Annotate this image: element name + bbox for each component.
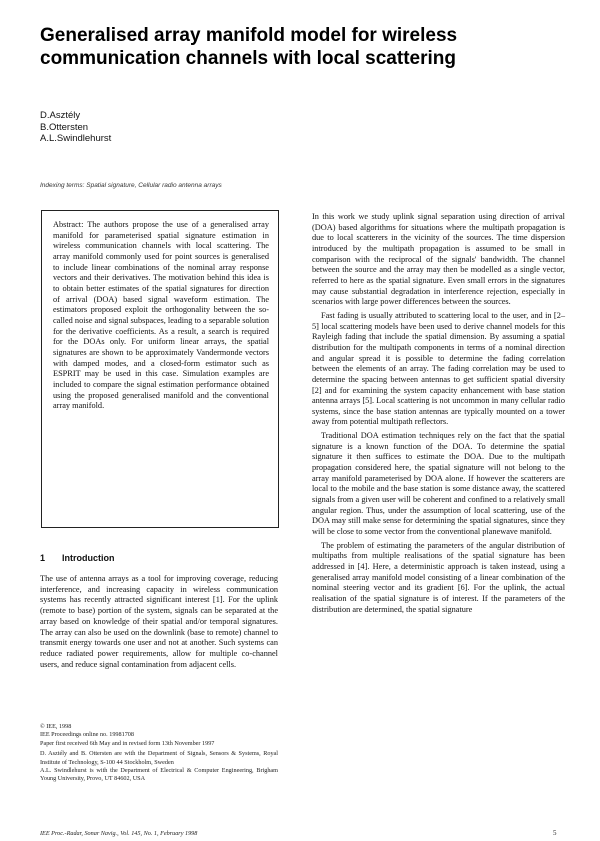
body-paragraph: Fast fading is usually attributed to scattering local to the user, and in [2–5] local scattering models have been used to derive channel models for this Rayleigh fading that include the spatial dimension. By assuming a spatial distribution for the multipath components in terms of a nominal direction and angular spread it is possible to determine the fading correlation between the elements of an array. The fading correlation may be used to determine the spacing between antennas to get sufficient spatial diversity [2] and for examining the system capacity enhancement with base station antenna arrays [5]. Local scattering is not uncommon in many cellular radio systems, since the base station antennas are typically mounted on a tower away from potential multipath reflectors. — [312, 310, 565, 427]
indexing-terms: Indexing terms: Spatial signature, Cellular radio antenna arrays — [40, 182, 222, 189]
journal-citation: IEE Proc.-Radar, Sonar Navig., Vol. 145, No. 1, February 1998 — [40, 830, 198, 837]
page-number: 5 — [553, 829, 557, 837]
body-paragraph: In this work we study uplink signal separation using direction of arrival (DOA) based algorithms for situations where the multipath propagation is due to local scatterers in the vicinity of the sources. The time dispersion introduced by the multipath propagation is assumed to be small in comparison with the reciprocal of the signals' bandwidth. The channel between the source and the array may then be modelled as a single vector, referred to here as the spatial signature. Even small errors in the signatures may cause substantial degradation in interference rejection, especially in scenarios with large power differences between the sources. — [312, 212, 565, 307]
online-number-note: IEE Proceedings online no. 19981708 — [40, 731, 134, 739]
footnotes — [40, 723, 278, 784]
body-paragraph: The problem of estimating the parameters of the angular distribution of multipaths from multiple realisations of the spatial signature has been addressed in [4]. Here, a deterministic approach is taken instead, using a generalised array manifold model consisting of a linear combination of the nominal steering vector and its gradient [6]. For the uplink, the actual realisation of the spatial signature is of interest. If the parameters of the distribution are determined, the spatial signature — [312, 540, 565, 614]
affiliation-note: A.L. Swindlehurst is with the Department of Electrical & Computer Engineering, Brigham Young University, Provo, UT 84602, USA — [40, 767, 278, 783]
author-name: A.L.Swindlehurst — [40, 133, 112, 144]
abstract-box — [41, 210, 279, 528]
received-note: Paper first received 6th May and in revised form 13th November 1997 — [40, 739, 215, 747]
author-list — [40, 110, 111, 145]
section-title: Introduction — [62, 553, 115, 563]
copyright-note: © IEE, 1998 — [40, 723, 72, 730]
affiliation-note: D. Asztély and B. Ottersten are with the Department of Signals, Sensors & Systems, Royal Institute of Technology, S-100 44 Stockholm, Sweden — [40, 750, 278, 766]
paper-title: Generalised array manifold model for wireless communication channels with local scattering — [40, 25, 458, 69]
author-name: D.Asztély — [40, 110, 81, 121]
body-paragraph: Traditional DOA estimation techniques rely on the fact that the spatial signature is a known function of the DOA. To determine the spatial signature it then suffices to estimate the DOA. Due to the multipath propagation considered here, the spatial signature will not belong to the array manifold parameterised by DOA alone. If however the scatterers are local to the mobile and the base station is some distance away, the scattered signals from a given user will be coherent and confined to a relatively small angular region. Thus, under the assumption of local scattering, use of the DOA may still make sense for determining the spatial signatures, since they will be close to some vector from the conventional planewave manifold. — [312, 431, 565, 537]
author-name: B.Ottersten — [40, 121, 89, 133]
section-heading — [40, 553, 115, 563]
right-column — [312, 212, 565, 618]
abstract-text: Abstract: The authors propose the use of a generalised array manifold for parameterised spatial signature estimation in wireless communication channels with local scattering. The array manifold commonly used for point sources is generalised to include linear combinations of the nominal array response vectors and their derivatives. The motivation behind this idea is to obtain better estimates of the spatial signatures for direction of arrival (DOA) based signal waveform estimation. The estimators proposed exploit the orthogonality between the so-called noise and signal subspaces, leading to a separable solution for the derivative coefficients. As a result, a search is required for the DOAs only. For uniform linear arrays, the spatial signatures are shown to be approximately Vandermonde vectors with damped modes, and a closed-form estimator such as ESPRIT may be used in this case. Simulation examples are included to compare the signal estimation performance obtained using the proposed generalised manifold and the conventional array manifold. — [53, 220, 269, 411]
introduction-paragraph: The use of antenna arrays as a tool for improving coverage, reducing interference, and increasing capacity in wireless communication systems has recently attracted significant interest [1]. For the uplink (remote to base) portion of the system, signals can be separated at the array based on knowledge of their spatial and/or temporal signatures. The array can also be used on the downlink (base to remote) channel to transmit energy towards one user and not at another. Such systems can reduce radiated power requirements, allow for multiple co-channel users, and reduce signal contamination from adjacent cells. — [40, 574, 278, 669]
section-number: 1 — [40, 553, 46, 563]
